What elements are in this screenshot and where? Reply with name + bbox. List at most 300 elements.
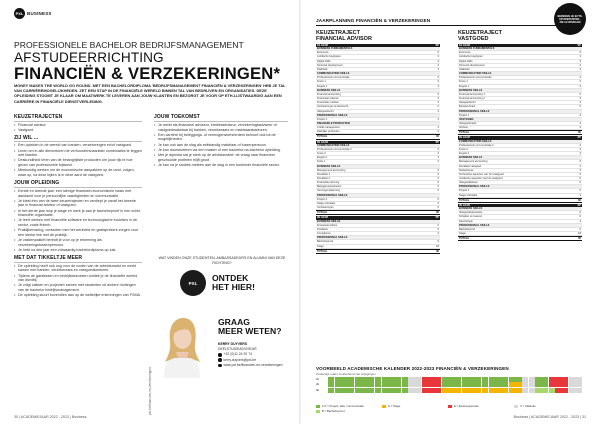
course-name: PROFESSIONAL SKILLS bbox=[459, 185, 490, 189]
course-name: Economie bbox=[459, 51, 471, 55]
course-name: FINANCIËLE PRODUCTEN bbox=[317, 121, 350, 125]
course-name: Vastgoedmarkt bbox=[459, 121, 477, 125]
course-name: Vastgoedrecht bbox=[459, 101, 476, 105]
calendar-week-cell bbox=[348, 377, 354, 382]
course-credits: 3 bbox=[579, 219, 581, 223]
course-name: PROFESSIONAL SKILLS bbox=[317, 236, 348, 240]
calendar-week-cell bbox=[341, 388, 347, 393]
calendar-week-cell bbox=[335, 377, 341, 382]
legend-swatch bbox=[316, 405, 320, 408]
course-credits: 3 bbox=[579, 147, 581, 151]
calendar-week-cell bbox=[569, 377, 575, 382]
course-credits: 60 bbox=[578, 131, 581, 135]
course-name: Vastgoedtransacties bbox=[459, 211, 483, 215]
list-item: • Praktijkervaring, contacten met het werkveld en gastsprekers zorgen voor een sterke link met de praktijk. bbox=[14, 228, 142, 238]
course-credits: 9 bbox=[579, 227, 581, 231]
list-item: • Deskundiheid leren van de belangrijkste producten om jouw rijk te hoe geven van professionele bijstand. bbox=[14, 158, 142, 168]
calendar-week-cell bbox=[468, 377, 474, 382]
course-credits: 3 bbox=[579, 63, 581, 67]
calendar-week-cell bbox=[575, 382, 581, 387]
legend-item bbox=[448, 404, 506, 408]
list-item: • Financial advisor bbox=[14, 123, 142, 128]
calendar-week-cell bbox=[328, 382, 334, 387]
pxl-logo bbox=[14, 8, 52, 19]
legend-item bbox=[316, 409, 374, 413]
course-name: BUSINESS SKILLS bbox=[317, 219, 341, 223]
section-heading: JOUW OPLEIDING bbox=[14, 181, 142, 188]
calendar-week-cell bbox=[489, 382, 495, 387]
course-credits: 60 bbox=[436, 135, 439, 139]
calendar-week-cell bbox=[341, 377, 347, 382]
course-name: PROFESSIONAL SKILLS bbox=[317, 193, 348, 197]
list-item: • Je leert werken met financiële software en technologische evoluties in de sector, zoals fintech. bbox=[14, 218, 142, 228]
course-credits: 6 bbox=[579, 160, 581, 164]
calendar-week-cell bbox=[542, 388, 548, 393]
discover-text bbox=[212, 274, 255, 292]
course-credits: 6 bbox=[579, 211, 581, 215]
calendar-week-cell bbox=[448, 382, 454, 387]
ambassador-question: WAT VINDEN ONZE STUDENTEN, AMBASSADEURS EN ALUMNI VAN DEZE RICHTING? bbox=[158, 256, 286, 265]
phone-icon bbox=[218, 353, 222, 357]
track-title-line: VASTGOED bbox=[458, 36, 489, 42]
calendar-week-cell bbox=[555, 388, 561, 393]
academic-calendar bbox=[316, 377, 582, 393]
track-title bbox=[458, 30, 582, 42]
list-item: • Leren om in alle dieventuren de verhuurdersnaarlater combinaties te leggen met klanten. bbox=[14, 149, 142, 159]
calendar-week-cell bbox=[375, 388, 381, 393]
legend-label: V = Vakantie bbox=[520, 404, 536, 408]
course-name: Frans 1 bbox=[317, 80, 326, 84]
track-title-line: KEUZETRAJECT bbox=[458, 30, 503, 36]
calendar-week-cell bbox=[455, 377, 461, 382]
calendar-year-label: 1E bbox=[316, 378, 320, 381]
contact-website[interactable] bbox=[218, 363, 283, 368]
course-credits: 60 bbox=[436, 211, 439, 215]
calendar-week-cell bbox=[489, 388, 495, 393]
calendar-legend bbox=[316, 404, 584, 413]
calendar-week-cell bbox=[408, 382, 414, 387]
track-financial-advisor bbox=[316, 30, 440, 255]
track-title-line: KEUZETRAJECT bbox=[316, 30, 361, 36]
calendar-week-cell bbox=[542, 377, 548, 382]
calendar-week-cell bbox=[382, 388, 388, 393]
legend-label: S = Stage bbox=[388, 404, 401, 408]
list-item: • In het derde jaar loop je stage en werk je aan je bachelorproef in een echte financiële organisatie. bbox=[14, 209, 142, 219]
discover-line: ONTDEK bbox=[212, 272, 249, 283]
list-item: • Een opleiden in de wereld van banken, verzekeringen en/of vastgoed. bbox=[14, 143, 142, 148]
course-credits: 3 bbox=[579, 80, 581, 84]
course-name: Deontologie bbox=[459, 219, 473, 223]
heading-secondary: FINANCIËN & VERZEKERINGEN* bbox=[14, 64, 281, 83]
course-credits: 18 bbox=[578, 232, 581, 236]
course-name: Stage bbox=[459, 232, 466, 236]
calendar-week-cell bbox=[348, 382, 354, 387]
calendar-week-cell bbox=[502, 388, 508, 393]
total-row bbox=[316, 249, 440, 254]
course-credits: 60 bbox=[436, 249, 439, 253]
calendar-week-cell bbox=[502, 377, 508, 382]
year-section bbox=[458, 44, 582, 135]
course-credits: 6 bbox=[437, 185, 439, 189]
course-name: BUSINESS SKILLS bbox=[317, 164, 341, 168]
calendar-week-cell bbox=[562, 377, 568, 382]
course-credits: 3 bbox=[579, 84, 581, 88]
course-credits: 60 bbox=[578, 198, 581, 202]
total-row bbox=[458, 130, 582, 135]
calendar-week-cell bbox=[562, 388, 568, 393]
calendar-week-cell bbox=[509, 377, 515, 382]
calendar-row bbox=[316, 382, 582, 387]
course-name: COMMUNICATION SKILLS bbox=[459, 72, 492, 76]
calendar-week-cell bbox=[382, 377, 388, 382]
course-credits: 3 bbox=[579, 76, 581, 80]
zijwil-list bbox=[14, 143, 142, 177]
calendar-week-cell bbox=[495, 377, 501, 382]
course-name: PROFESSIONAL SKILLS bbox=[459, 223, 490, 227]
calendar-week-cell bbox=[335, 388, 341, 393]
calendar-week-cell bbox=[388, 388, 394, 393]
course-name: BUSINESS SKILLS bbox=[459, 156, 483, 160]
course-credits: 6 bbox=[579, 177, 581, 180]
calendar-week-cell bbox=[368, 382, 374, 387]
calendar-week-cell bbox=[375, 382, 381, 387]
course-credits: 6 bbox=[579, 105, 581, 109]
course-name: Frans 2 bbox=[317, 152, 326, 156]
calendar-week-cell bbox=[395, 388, 401, 393]
course-credits: 6 bbox=[437, 206, 439, 210]
calendar-week-cell bbox=[361, 382, 367, 387]
course-name: Stage bbox=[317, 244, 324, 248]
year-label: 2E JAAR bbox=[317, 140, 328, 144]
legend-swatch bbox=[514, 405, 518, 408]
course-name: Financial accounting bbox=[317, 92, 341, 96]
course-credits: 3 bbox=[579, 126, 581, 130]
course-name: Verzekeringen & bankrecht bbox=[317, 105, 349, 109]
calendar-week-cell bbox=[489, 377, 495, 382]
year-label: 3E JAAR bbox=[317, 216, 328, 220]
year-section bbox=[316, 216, 440, 253]
ects-label: SP bbox=[577, 136, 581, 140]
course-name: BUSINESS SKILLS bbox=[317, 88, 341, 92]
course-name: Professionele communicatie bbox=[317, 76, 350, 80]
course-credits: 3 bbox=[437, 101, 439, 105]
contact-role: DEELSTUDIEADVISEUR bbox=[218, 347, 257, 352]
ects-label: SP bbox=[577, 203, 581, 207]
course-name: COMMUNICATION SKILLS bbox=[317, 72, 350, 76]
calendar-week-cell bbox=[562, 382, 568, 387]
section-heading: KEUZETRAJECTEN bbox=[14, 115, 142, 122]
course-name: Statistiek bbox=[317, 67, 328, 71]
heading-primary: AFSTUDEERRICHTING bbox=[14, 50, 164, 65]
course-name: Stage oriëntatie bbox=[459, 193, 478, 197]
calendar-week-cell bbox=[522, 377, 528, 382]
extra-list bbox=[14, 264, 142, 298]
intro-text: MONEY MAKES THE WORLD GO ROUND. MET EEN BACHELORDIPLOMA 'BEDRIJFSMANAGEMENT FINANCIËN & VERZEKERINGEN' HEB JE TAL VAN CARRIÈREMOGELIJKHEDEN. ZET EEN STAP IN DE FINANCIËLE WERELD BINNEN TAL VAN BEDRIJVEN EN ORGANISATIES. DEZE OPLEIDING STOOMT JE KLAAR OM MAATWERK TE LEVEREN AAN JOUW KLANTEN EN BEZORGT JE VOOR OP ETH-LIJSTWAARDIG AAN EEN CARRIÈRE IN FINANCIËLE DIENSTVERLENING. bbox=[14, 83, 286, 104]
globe-icon bbox=[218, 364, 222, 368]
course-name: Vermogensplanning bbox=[317, 189, 340, 193]
course-credits: 3 bbox=[437, 63, 439, 67]
contact-info bbox=[218, 342, 283, 368]
legend-swatch bbox=[316, 410, 320, 413]
calendar-week-cell bbox=[415, 377, 421, 382]
calendar-week-cell bbox=[355, 382, 361, 387]
total-row bbox=[458, 198, 582, 203]
course-credits: 6 bbox=[579, 51, 581, 55]
list-item: • Je kan na je studies meteen aan de slag in een boeiende financiële sector. bbox=[154, 163, 288, 168]
pxl-badge-icon: PXL bbox=[180, 270, 206, 296]
course-credits: 3 bbox=[437, 55, 439, 59]
course-name: Fiscaliteit vastgoed bbox=[459, 164, 482, 168]
course-credits: 3 bbox=[437, 152, 439, 156]
calendar-week-cell bbox=[515, 377, 521, 382]
course-credits: 3 bbox=[437, 147, 439, 151]
calendar-week-cell bbox=[575, 377, 581, 382]
course-table bbox=[316, 44, 440, 254]
calendar-week-cell bbox=[515, 382, 521, 387]
course-credits: 3 bbox=[579, 168, 581, 172]
calendar-week-cell bbox=[422, 388, 428, 393]
course-name: BUSINESS FUNDAMENTALS bbox=[459, 47, 495, 51]
course-credits: 6 bbox=[579, 215, 581, 219]
calendar-week-cell bbox=[435, 377, 441, 382]
calendar-row bbox=[316, 377, 582, 382]
calendar-week-cell bbox=[348, 388, 354, 393]
course-name: Fiscaliteit 2 bbox=[317, 177, 330, 180]
track-title bbox=[316, 30, 440, 42]
course-credits: 3 bbox=[437, 156, 439, 160]
course-credits: 60 bbox=[578, 237, 581, 241]
ects-seal-badge: BEREKEN JE ECTS-STUDIEPUNTEN · ZIE ACHTERAAN bbox=[554, 3, 586, 35]
year-label: 3E JAAR bbox=[459, 203, 470, 207]
calendar-week-cell bbox=[549, 382, 555, 387]
course-credits: 6 bbox=[437, 92, 439, 96]
calendar-week-cell bbox=[475, 382, 481, 387]
course-name: Stage oriëntatie bbox=[317, 201, 336, 205]
calendar-week-cell bbox=[435, 388, 441, 393]
track-title-line: FINANCIAL ADVISOR bbox=[316, 36, 372, 42]
discover-line: HET HIER! bbox=[212, 282, 255, 292]
legend-label: E = Examenperiode bbox=[454, 404, 479, 408]
title-divider bbox=[316, 25, 576, 26]
course-name: Credit management bbox=[317, 126, 340, 130]
calendar-week-cell bbox=[555, 382, 561, 387]
list-item: • Eerste en tweede jaar: een stevige financieel-economische basis met aandacht voor je persoonlijke vaardigheden en communicatie. bbox=[14, 189, 142, 199]
calendar-week-cell bbox=[482, 377, 488, 382]
course-credits: 3 bbox=[437, 232, 439, 236]
course-name: Fiscaliteit 1 bbox=[317, 172, 330, 176]
course-name: Bachelorproef bbox=[459, 227, 476, 231]
course-credits: 3 bbox=[579, 143, 581, 147]
contact-heading bbox=[218, 318, 282, 337]
calendar-week-cell bbox=[428, 382, 434, 387]
calendar-week-cell bbox=[502, 382, 508, 387]
left-column bbox=[14, 112, 142, 298]
list-item: • Een carrière bij beleggings- of vermogensbeheerders behoort ook tot de mogelijkheden. bbox=[154, 133, 288, 143]
list-item: • Meekundig werken om de economische aanpakken op de rand, volgen, waar op, na deze kijken is in deze aard de vastgoed. bbox=[14, 168, 142, 178]
calendar-week-cell bbox=[535, 388, 541, 393]
course-name: Juridische begrippen bbox=[459, 55, 483, 59]
course-credits: 3 bbox=[579, 67, 581, 71]
calendar-week-cell bbox=[328, 388, 334, 393]
calendar-week-cell bbox=[495, 382, 501, 387]
right-column bbox=[154, 112, 288, 168]
course-credits: 6 bbox=[579, 172, 581, 176]
section-heading: MET DAT TIKKELTJE MEER bbox=[14, 256, 142, 263]
course-name: Zakelijke producten bbox=[317, 130, 340, 134]
calendar-week-cell bbox=[422, 382, 428, 387]
list-item: • Je hebt na drie jaar een volwaardig bachelordiploma op zak. bbox=[14, 248, 142, 253]
course-name: Professionele communicatie 2 bbox=[317, 147, 352, 151]
list-item: • De opleiding stuurt bovendien aan op de wettelijke erkenningen van FSMA. bbox=[14, 293, 142, 298]
course-name: Financieel rekenen bbox=[317, 97, 339, 101]
calendar-week-cell bbox=[575, 388, 581, 393]
course-name: Personal development bbox=[317, 63, 343, 67]
course-credits: 3 bbox=[437, 84, 439, 88]
calendar-week-cell bbox=[529, 377, 535, 382]
calendar-week-cell bbox=[555, 377, 561, 382]
course-name: TOTAAL bbox=[459, 237, 470, 241]
course-credits: 3 bbox=[579, 113, 581, 117]
calendar-week-cell bbox=[341, 382, 347, 387]
calendar-week-cell bbox=[382, 382, 388, 387]
list-item: • Je kan ook aan de slag als zelfstandig makelaar of tussenpersoon. bbox=[154, 143, 288, 148]
contact-email-text: kerry.duyvers@pxl.be bbox=[223, 357, 257, 362]
course-name: BUSINESS SKILLS bbox=[459, 88, 483, 92]
course-credits: 3 bbox=[437, 177, 439, 180]
advisor-portrait-icon bbox=[154, 312, 210, 378]
pxl-logo-mark: PXL bbox=[14, 8, 25, 19]
toekomst-list bbox=[154, 123, 288, 168]
year-section bbox=[458, 204, 582, 241]
calendar-week-cell bbox=[522, 388, 528, 393]
course-name: Financiële markten bbox=[317, 101, 339, 105]
right-footer: Business | ACADEMIEJAAR 2022 - 2023 | 31 bbox=[513, 415, 586, 419]
course-credits: 3 bbox=[437, 109, 439, 113]
course-name: Digital skills bbox=[317, 59, 331, 63]
course-name: COMMUNICATION SKILLS bbox=[317, 143, 350, 147]
course-credits: 3 bbox=[579, 97, 581, 101]
calendar-week-cell bbox=[402, 377, 408, 382]
total-row bbox=[316, 134, 440, 139]
course-name: PROFESSIONAL SKILLS bbox=[317, 113, 348, 117]
calendar-week-cell bbox=[335, 382, 341, 387]
calendar-week-cell bbox=[388, 382, 394, 387]
advisor-photo bbox=[154, 312, 210, 378]
calendar-week-cell bbox=[361, 388, 367, 393]
calendar-week-cell bbox=[368, 377, 374, 382]
legend-item bbox=[316, 404, 374, 408]
calendar-week-cell bbox=[402, 388, 408, 393]
course-name: Beleggingsproducten bbox=[317, 185, 342, 189]
calendar-week-cell bbox=[482, 382, 488, 387]
calendar-week-cell bbox=[535, 377, 541, 382]
calendar-row bbox=[316, 388, 582, 393]
course-credits: 9 bbox=[437, 240, 439, 244]
course-name: Frans 2 bbox=[459, 147, 468, 151]
course-credits: 6 bbox=[579, 181, 581, 185]
course-credits: 6 bbox=[579, 92, 581, 96]
course-name: Project 1 bbox=[317, 117, 328, 121]
calendar-week-cell bbox=[468, 388, 474, 393]
calendar-week-cell bbox=[408, 377, 414, 382]
course-name: Personal development bbox=[459, 63, 485, 67]
course-name: Stedenbouw bbox=[459, 168, 474, 172]
course-credits: 6 bbox=[437, 105, 439, 109]
course-name: Engels 1 bbox=[317, 84, 328, 88]
course-credits: 3 bbox=[437, 130, 439, 134]
calendar-week-cell bbox=[455, 388, 461, 393]
list-item: • De opleiding heeft ook oog voor de noden van de arbeidsmarkt en werkt samen met banken, verzekeraars en vastgoedkantoren. bbox=[14, 264, 142, 274]
calendar-week-cell bbox=[428, 388, 434, 393]
legend-label: B = Bachelorproef bbox=[322, 409, 345, 413]
course-name: Financial accounting 1 bbox=[459, 92, 485, 96]
calendar-week-cell bbox=[509, 382, 515, 387]
list-item: • Je werkt als financieel adviseur, kredietadviseur, verzekeringsadviseur of vastgoedmakelaar bij banken, verzekeraars en makelaarskantoren. bbox=[154, 123, 288, 133]
promo-cta[interactable] bbox=[180, 270, 255, 296]
calendar-week-cell bbox=[435, 382, 441, 387]
list-item: • Je vakkenpakket bereidt je voor op je erkenning als verzekeringstussenpersoon. bbox=[14, 238, 142, 248]
course-name: Bouwtechniek bbox=[459, 105, 476, 109]
year-label: 2E JAAR bbox=[459, 136, 470, 140]
course-name: BUSINESS SKILLS bbox=[459, 207, 483, 211]
course-credits: 6 bbox=[437, 227, 439, 231]
calendar-week-cell bbox=[569, 382, 575, 387]
list-item: • Vastgoed bbox=[14, 128, 142, 133]
year-label: 1E JAAR bbox=[459, 44, 470, 47]
legend-swatch bbox=[382, 405, 386, 408]
course-credits: 3 bbox=[437, 201, 439, 205]
contact-name: KERRY DUYVERS bbox=[218, 342, 248, 346]
course-name: Economie bbox=[317, 51, 329, 55]
calendar-week-cell bbox=[529, 388, 535, 393]
course-name: TOTAAL bbox=[317, 249, 328, 253]
contact-phone-text: +32 (0)11 24 92 74 bbox=[223, 352, 252, 357]
course-name: Kredieten bbox=[317, 227, 329, 231]
calendar-year-label: 2E bbox=[316, 383, 320, 387]
course-credits: 3 bbox=[579, 59, 581, 63]
course-name: Statistiek bbox=[459, 67, 470, 71]
course-credits: 3 bbox=[437, 117, 439, 121]
course-credits: 3 bbox=[579, 101, 581, 105]
course-name: Vastgoedbeheer bbox=[459, 181, 478, 185]
list-item: • Je kiest één van de twee keuzetrajecten en verdiept je vanaf het tweede jaar in financial advisor of vastgoed. bbox=[14, 199, 142, 209]
year-section bbox=[316, 141, 440, 216]
legend-item bbox=[514, 404, 572, 408]
vertical-url: pxl.be/financien-en-verzekeringen bbox=[148, 367, 152, 415]
calendar-week-cell bbox=[448, 377, 454, 382]
calendar-week-cell bbox=[368, 388, 374, 393]
calendar-week-cell bbox=[462, 388, 468, 393]
course-name: Management accounting bbox=[459, 160, 488, 164]
calendar-week-cell bbox=[402, 382, 408, 387]
course-credits: 6 bbox=[437, 197, 439, 201]
calendar-week-cell bbox=[468, 382, 474, 387]
calendar-week-cell bbox=[535, 382, 541, 387]
list-item: • Met je diploma sta je sterk op de arbeidsmarkt: de vraag naar financieel geschoolde profielen blijft groot. bbox=[154, 153, 288, 163]
mail-icon bbox=[218, 358, 222, 362]
course-credits: 6 bbox=[437, 223, 439, 227]
calendar-week-cell bbox=[442, 377, 448, 382]
course-name: Financiële planning bbox=[317, 181, 340, 185]
programme-title: PROFESSIONELE BACHELOR BEDRIJFSMANAGEMENT bbox=[14, 40, 244, 50]
year-label: 1E JAAR bbox=[317, 44, 328, 47]
course-name: COMMUNICATION SKILLS bbox=[459, 139, 492, 143]
course-name: Management accounting bbox=[317, 168, 346, 172]
course-name: Verzekeringen bbox=[317, 206, 334, 210]
course-credits: 3 bbox=[579, 121, 581, 125]
calendar-week-cell bbox=[462, 377, 468, 382]
calendar-week-cell bbox=[549, 377, 555, 382]
